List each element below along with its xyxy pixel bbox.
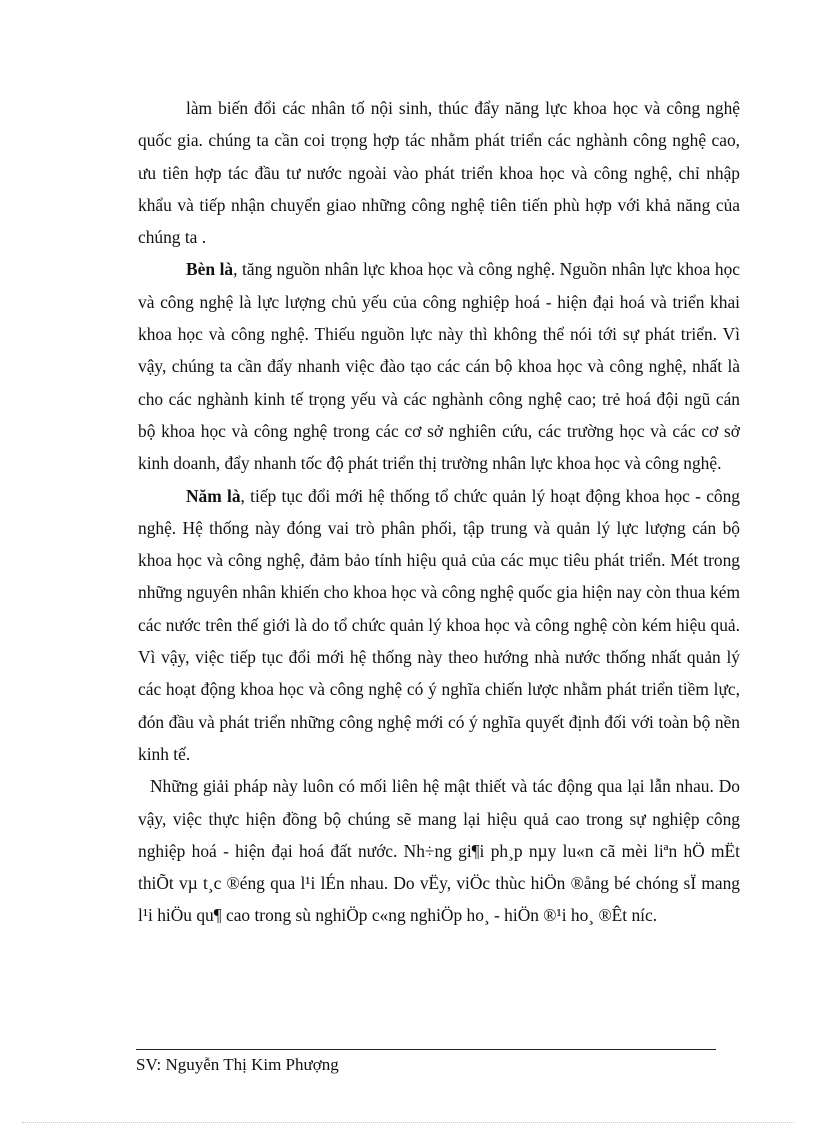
paragraph-1 — [138, 92, 740, 253]
footer-divider — [136, 1049, 716, 1050]
paragraph-4 — [138, 770, 740, 931]
paragraph-2-lead: Bèn là — [186, 259, 234, 280]
paragraph-3 — [138, 480, 740, 771]
paragraph-2-text: , tăng nguồn nhân lực khoa học và công nghệ. Nguồn nhân lực khoa học và công nghệ là lực lượng chủ yếu của công nghiệp hoá - hiện đại hoá và triển khai khoa học và công nghệ. Thiếu nguồn lực này thì không thể nói tới sự phát triển. Vì vậy, chúng ta cần đẩy nhanh việc đào tạo các cán bộ khoa học và công nghệ, nhất là cho các nghành kinh tế trọng yếu và các nghành công nghệ cao; trẻ hoá đội ngũ cán bộ khoa học và công nghệ trong các cơ sở nghiên cứu, các trường học và các cơ sở kinh doanh, đẩy nhanh tốc độ phát triển thị trường nhân lực khoa học và công nghệ. — [138, 259, 740, 474]
paragraph-2 — [138, 253, 740, 479]
footer-author: SV: Nguyễn Thị Kim Phượng — [136, 1055, 339, 1074]
paragraph-3-text: , tiếp tục đổi mới hệ thống tổ chức quản lý hoạt động khoa học - công nghệ. Hệ thống này đóng vai trò phân phối, tập trung và quản lý lực lượng cán bộ khoa học và công nghệ, đảm bảo tính hiệu quả của các mục tiêu phát triển. Mét trong những nguyên nhân khiến cho khoa học và công nghệ quốc gia hiện nay còn thua kém các nước trên thế giới là do tổ chức quản lý khoa học và công nghệ còn kém hiệu quả. Vì vậy, việc tiếp tục đổi mới hệ thống này theo hướng nhà nước thống nhất quản lý các hoạt động khoa học và công nghệ có ý nghĩa chiến lược nhằm phát triển tiềm lực, đón đầu và phát triển những công nghệ mới có ý nghĩa quyết định đối với toàn bộ nền kinh tế. — [138, 485, 740, 764]
paragraph-3-lead: Năm là — [186, 485, 241, 506]
document-body — [138, 92, 740, 932]
paragraph-1-text: làm biến đổi các nhân tố nội sinh, thúc đẩy năng lực khoa học và công nghệ quốc gia. chúng ta cần coi trọng hợp tác nhằm phát triển các nghành công nghệ cao, ưu tiên hợp tác đầu tư nước ngoài vào phát triển khoa học và công nghệ, chỉ nhập khẩu và tiếp nhận chuyển giao những công nghệ tiên tiến phù hợp với khả năng của chúng ta . — [138, 98, 740, 248]
paragraph-4-text: Những giải pháp này luôn có mối liên hệ mật thiết và tác động qua lại lẫn nhau. Do vậy, việc thực hiện đồng bộ chúng sẽ mang lại hiệu quả cao trong sự nghiệp công nghiệp hoá - hiện đại hoá đất nước. Nh÷ng gi¶i ph¸p nµy lu«n cã mèi liªn hÖ mËt thiÕt vµ t¸c ®éng qua l¹i lÉn nhau. Do vËy, viÖc thùc hiÖn ®ång bé chóng sÏ mang l¹i hiÖu qu¶ cao trong sù nghiÖp c«ng nghiÖp ho¸ - hiÖn ®¹i ho¸ ®Êt níc. — [138, 776, 740, 926]
